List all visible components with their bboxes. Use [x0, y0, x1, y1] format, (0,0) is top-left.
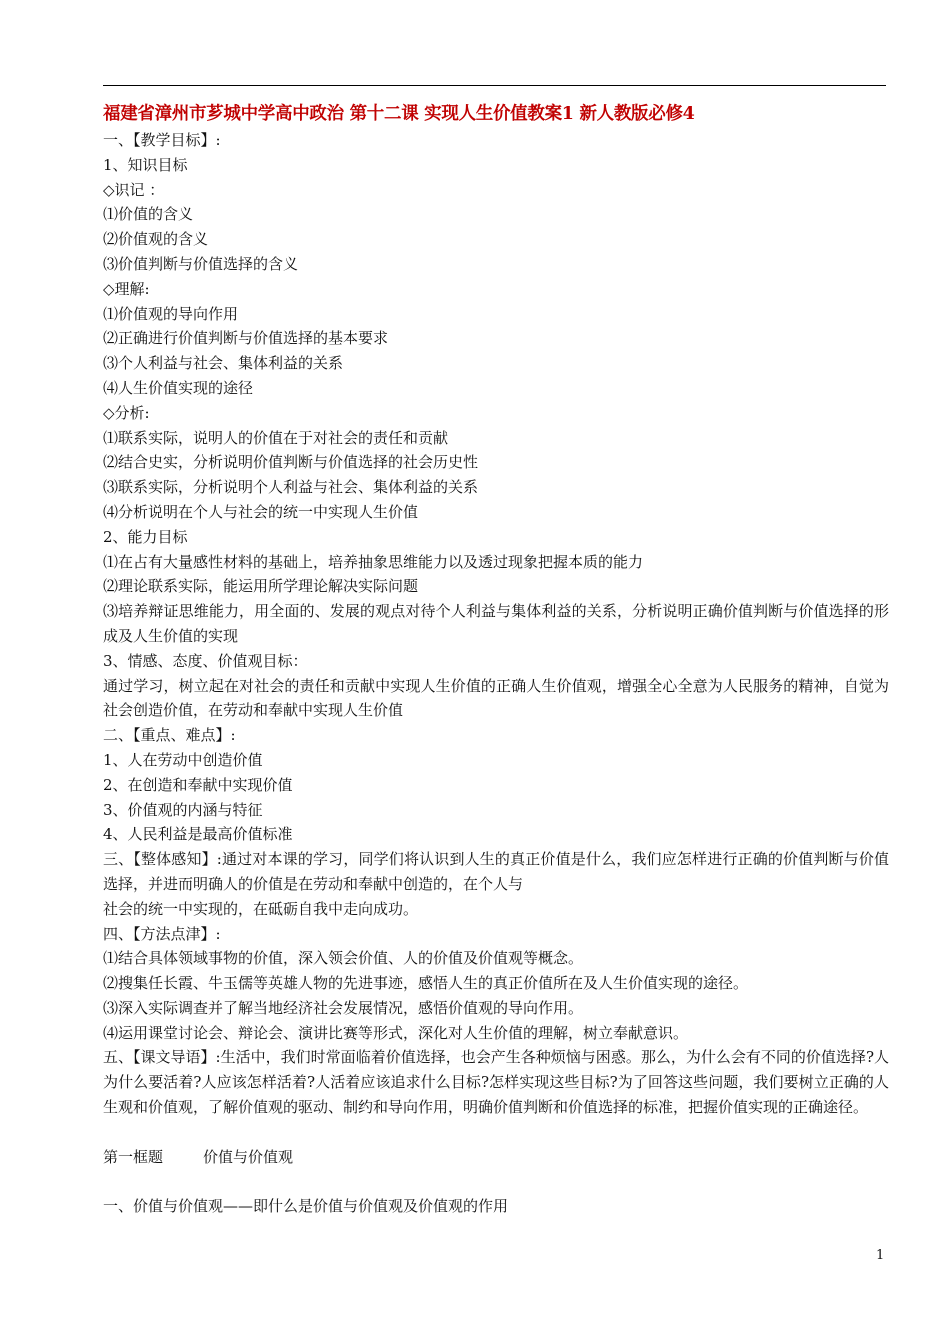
- text-line: 1、人在劳动中创造价值: [103, 750, 263, 769]
- text-line: 1、知识目标: [103, 155, 188, 174]
- text-line: ⑷运用课堂讨论会、辩论会、演讲比赛等形式，深化对人生价值的理解，树立奉献意识。: [103, 1023, 689, 1042]
- text-line: ⑷分析说明在个人与社会的统一中实现人生价值: [103, 502, 419, 521]
- text-line: ⑵价值观的含义: [103, 230, 209, 249]
- section-label: 第一框题: [103, 1147, 164, 1166]
- header-rule: [103, 85, 886, 86]
- document-body: [103, 128, 889, 1219]
- text-line: 3、价值观的内涵与特征: [103, 800, 263, 819]
- text-line: ⑶个人利益与社会、集体利益的关系: [103, 354, 344, 373]
- text-line: 4、人民利益是最高价值标准: [103, 825, 293, 844]
- text-line: ⑴联系实际，说明人的价值在于对社会的责任和贡献: [103, 428, 449, 447]
- text-line: ⑵搜集任长霞、牛玉儒等英雄人物的先进事迹，感悟人生的真正价值所在及人生价值实现的途径。: [103, 974, 749, 993]
- text-line: ⑵正确进行价值判断与价值选择的基本要求: [103, 329, 389, 348]
- subsection-heading: 一、价值与价值观——即什么是价值与价值观及价值观的作用: [103, 1197, 509, 1216]
- text-line: 一、【教学目标】:: [103, 131, 221, 149]
- text-line: ⑷人生价值实现的途径: [103, 378, 254, 397]
- text-line: ⑴价值观的导向作用: [103, 304, 239, 323]
- text-line: ◇理解:: [103, 279, 150, 298]
- text-line: ⑴结合具体领域事物的价值，深入领会价值、人的价值及价值观等概念。: [103, 949, 584, 968]
- section-title: 价值与价值观: [203, 1147, 294, 1166]
- text-line: ⑴价值的含义: [103, 205, 194, 224]
- paragraph-emotion: 通过学习，树立起在对社会的责任和贡献中实现人生价值的正确人生价值观，增强全心全意为人民服务的精神，自觉为社会创造价值，在劳动和奉献中实现人生价值: [103, 676, 889, 720]
- paragraph-ability-3: ⑶培养辩证思维能力，用全面的、发展的观点对待个人利益与集体利益的关系，分析说明正确价值判断与价值选择的形成及人生价值的实现: [103, 602, 889, 645]
- text-line: ⑵结合史实，分析说明价值判断与价值选择的社会历史性: [103, 453, 479, 472]
- text-line: 3、情感、态度、价值观目标：: [103, 651, 308, 670]
- page-number: 1: [876, 1248, 885, 1263]
- text-line: ⑶价值判断与价值选择的含义: [103, 254, 299, 273]
- text-line: ⑶深入实际调查并了解当地经济社会发展情况，感悟价值观的导向作用。: [103, 998, 584, 1017]
- text-line: 2、在创造和奉献中实现价值: [103, 775, 293, 794]
- text-line: 2、能力目标: [103, 527, 188, 546]
- paragraph-overview: 三、【整体感知】:通过对本课的学习，同学们将认识到人生的真正价值是什么，我们应怎样进行正确的价值判断与价值选择，并进而明确人的价值是在劳动和奉献中创造的，在个人与: [103, 850, 889, 893]
- paragraph-intro: 五、【课文导语】:生活中，我们时常面临着价值选择，也会产生各种烦恼与困惑。那么，为什么会有不同的价值选择?人为什么要活着?人应该怎样活着?人活着应该追求什么目标?怎样实现这些目标?为了回答这些问题，我们要树立正确的人生观和价值观，了解价值观的驱动、制约和导向作用，明确价值判断和价值选择的标准，把握价值实现的正确途径。: [103, 1048, 889, 1117]
- text-line: ⑴在占有大量感性材料的基础上，培养抽象思维能力以及透过现象把握本质的能力: [103, 552, 644, 571]
- document-title: 福建省漳州市芗城中学高中政治 第十二课 实现人生价值教案1 新人教版必修4: [103, 104, 695, 124]
- text-line: 二、【重点、难点】:: [103, 726, 236, 745]
- text-line: ⑶联系实际，分析说明个人利益与社会、集体利益的关系: [103, 478, 479, 497]
- section-heading: [103, 1145, 889, 1170]
- text-line: ⑵理论联系实际，能运用所学理论解决实际问题: [103, 577, 419, 596]
- blank-line: [103, 1120, 889, 1145]
- blank-line: [103, 1169, 889, 1194]
- text-line: 四、【方法点津】:: [103, 924, 221, 943]
- text-line: 社会的统一中实现的，在砥砺自我中走向成功。: [103, 899, 419, 918]
- text-line: ◇分析:: [103, 403, 150, 422]
- text-line: ◇识记 ：: [103, 180, 165, 199]
